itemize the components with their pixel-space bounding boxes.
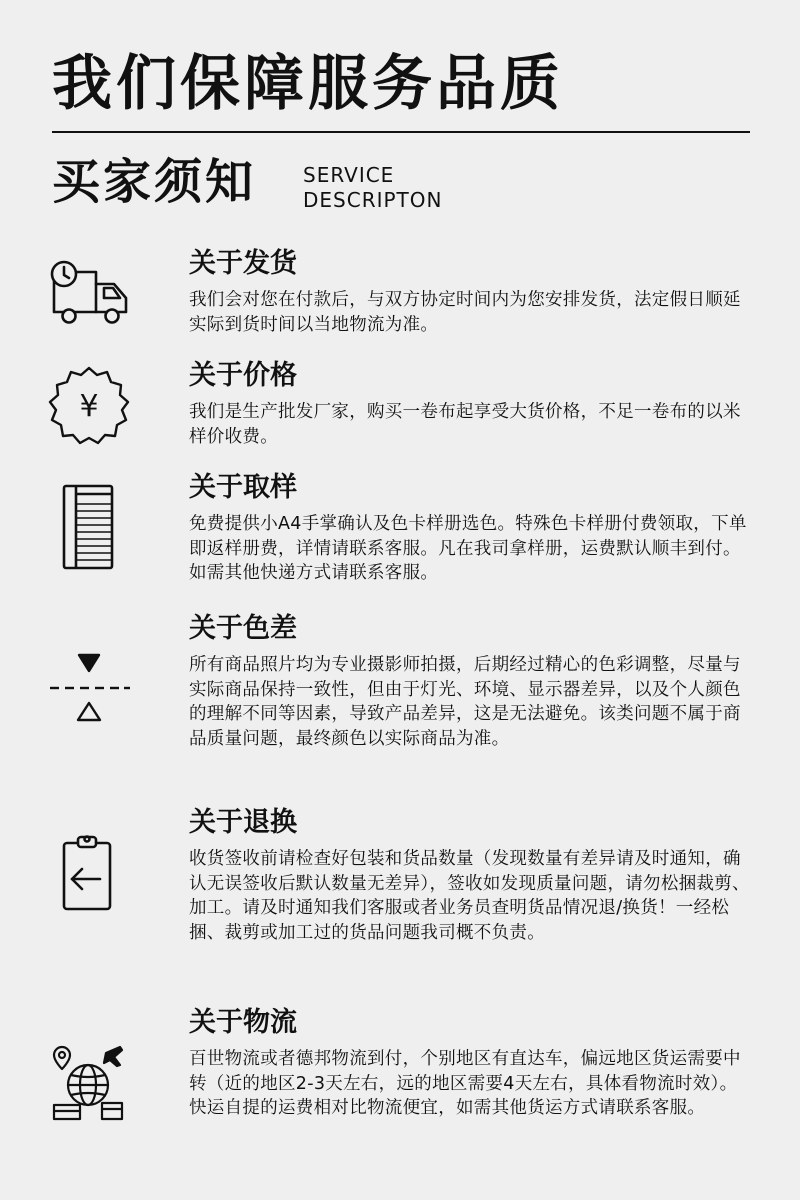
section-body: 我们是生产批发厂家，购买一卷布起享受大货价格，不足一卷布的以米样价收费。: [189, 402, 741, 447]
section-body: 免费提供小A4手掌确认及色卡样册选色。特殊色卡样册付费领取，下单即返样册费，详情请联系客服。凡在我司拿样册，运费默认顺丰到付。如需其他快递方式请联系客服。: [189, 514, 747, 583]
section-title: 关于色差: [189, 613, 297, 644]
section-title: 关于物流: [189, 1007, 297, 1038]
section-heading: 买家须知: [52, 154, 257, 210]
yen-badge-icon: [44, 360, 134, 450]
section-title: 关于取样: [189, 472, 297, 503]
section-body: 所有商品照片均为专业摄影师拍摄，后期经过精心的色彩调整，尽量与实际商品保持一致性，但由于灯光、环境、显示器差异，以及个人颜色的理解不同等因素，导致产品差异，这是无法避免。该类问题不属于商品质量问题，最终颜色以实际商品为准。: [189, 655, 741, 749]
return-clipboard-icon: [44, 829, 134, 919]
section-heading-english: [303, 163, 442, 213]
delivery-truck-clock-icon: [44, 246, 134, 336]
section-body: 我们会对您在付款后，与双方协定时间内为您安排发货，法定假日顺延实际到货时间以当地物流为准。: [189, 290, 741, 335]
section-title: 关于价格: [189, 360, 297, 391]
section-body: 收货签收前请检查好包装和货品数量（发现数量有差异请及时通知，确认无误签收后默认数量无差异），签收如发现质量问题，请勿松捆裁剪、加工。请及时通知我们客服或者业务员查明货品情况退/换货！一经松捆、裁剪或加工过的货品问题我司概不负责。: [189, 849, 750, 943]
color-difference-icon: [44, 645, 134, 735]
fabric-sample-book-icon: [44, 480, 134, 570]
section-title: 关于退换: [189, 807, 297, 838]
global-logistics-icon: [44, 1039, 134, 1129]
english-line-2: DESCRIPTON: [303, 188, 443, 212]
page-title: 我们保障服务品质: [52, 49, 564, 119]
svg-text:¥: ¥: [79, 389, 99, 424]
section-body: 百世物流或者德邦物流到付，个别地区有直达车，偏远地区货运需要中转（近的地区2-3天左右，远的地区需要4天左右，具体看物流时效）。快运自提的运费相对比物流便宜，如需其他货运方式请联系客服。: [189, 1049, 741, 1118]
section-title: 关于发货: [189, 248, 297, 279]
title-divider: [52, 131, 750, 133]
english-line-1: SERVICE: [303, 163, 395, 187]
